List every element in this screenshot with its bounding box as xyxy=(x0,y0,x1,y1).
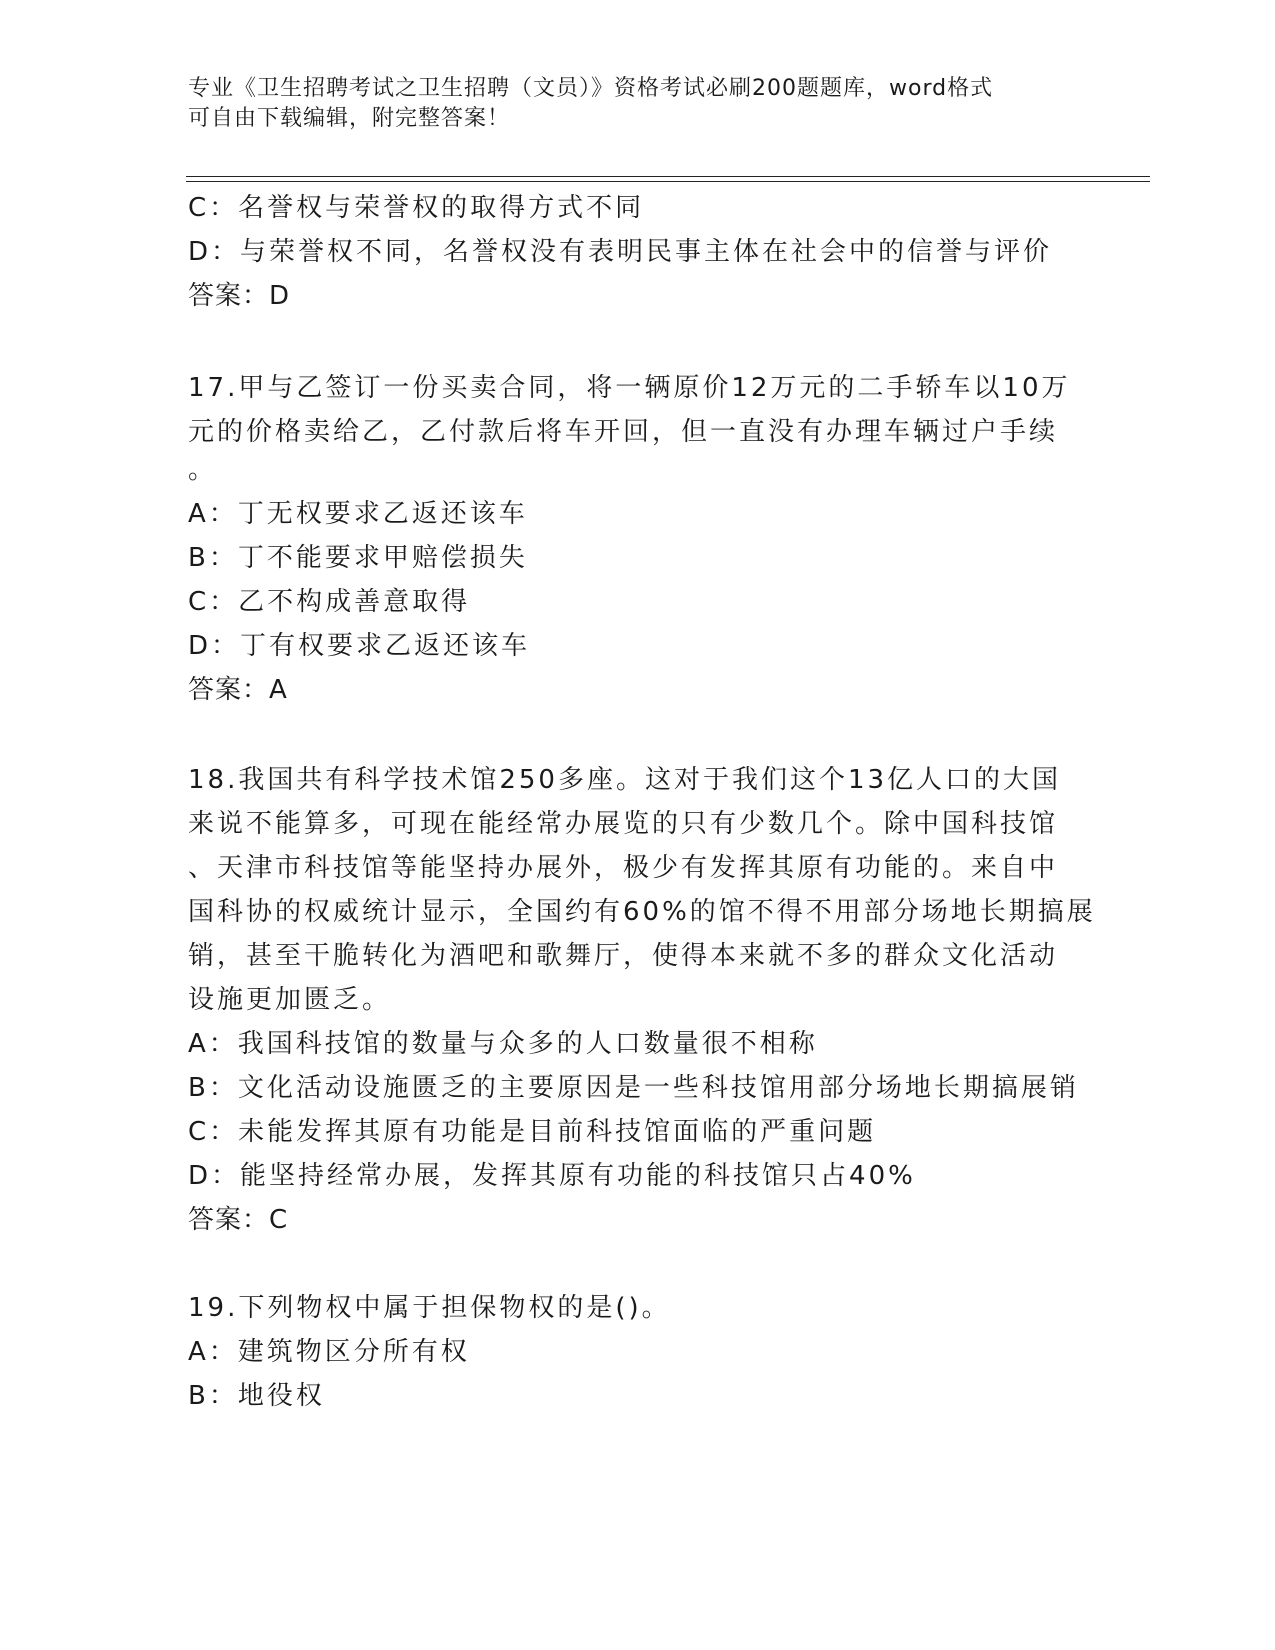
header-divider-top xyxy=(186,176,1150,177)
q19-stem: 19.下列物权中属于担保物权的是()。 xyxy=(188,1293,671,1323)
q17-stem-line-3: 。 xyxy=(188,455,218,485)
q16-answer: 答案：D xyxy=(188,281,291,311)
q19-option-b: B：地役权 xyxy=(188,1381,325,1411)
q18-stem-line-1: 18.我国共有科学技术馆250多座。这对于我们这个13亿人口的大国 xyxy=(188,765,1062,795)
header-divider-bottom xyxy=(186,181,1150,182)
q18-stem-line-2: 来说不能算多，可现在能经常办展览的只有少数几个。除中国科技馆 xyxy=(188,809,1059,839)
q18-stem-line-4: 国科协的权威统计显示，全国约有60%的馆不得不用部分场地长期搞展 xyxy=(188,897,1096,927)
q18-answer: 答案：C xyxy=(188,1205,289,1235)
q19-option-a: A：建筑物区分所有权 xyxy=(188,1337,470,1367)
q17-answer: 答案：A xyxy=(188,675,288,705)
q17-option-a: A：丁无权要求乙返还该车 xyxy=(188,499,528,529)
q17-option-d: D：丁有权要求乙返还该车 xyxy=(188,631,531,661)
q18-stem-line-6: 设施更加匮乏。 xyxy=(188,985,392,1015)
header-title-line-2: 可自由下载编辑，附完整答案！ xyxy=(188,106,511,131)
q17-option-b: B：丁不能要求甲赔偿损失 xyxy=(188,543,528,573)
q16-option-d: D：与荣誉权不同，名誉权没有表明民事主体在社会中的信誉与评价 xyxy=(188,237,1053,267)
q18-option-b: B：文化活动设施匮乏的主要原因是一些科技馆用部分场地长期搞展销 xyxy=(188,1073,1079,1103)
q18-stem-line-5: 销，甚至干脆转化为酒吧和歌舞厅，使得本来就不多的群众文化活动 xyxy=(188,941,1059,971)
q18-stem-line-3: 、天津市科技馆等能坚持办展外，极少有发挥其原有功能的。来自中 xyxy=(188,853,1059,883)
q18-option-d: D：能坚持经常办展，发挥其原有功能的科技馆只占40% xyxy=(188,1161,916,1191)
q17-stem-line-2: 元的价格卖给乙，乙付款后将车开回，但一直没有办理车辆过户手续 xyxy=(188,417,1059,447)
header-title-line-1: 专业《卫生招聘考试之卫生招聘（文员）》资格考试必刷200题题库，word格式 xyxy=(188,76,994,101)
q18-option-c: C：未能发挥其原有功能是目前科技馆面临的严重问题 xyxy=(188,1117,877,1147)
q18-option-a: A：我国科技馆的数量与众多的人口数量很不相称 xyxy=(188,1029,818,1059)
q17-option-c: C：乙不构成善意取得 xyxy=(188,587,471,617)
q16-option-c: C：名誉权与荣誉权的取得方式不同 xyxy=(188,193,645,223)
q17-stem-line-1: 17.甲与乙签订一份买卖合同，将一辆原价12万元的二手轿车以10万 xyxy=(188,373,1071,403)
